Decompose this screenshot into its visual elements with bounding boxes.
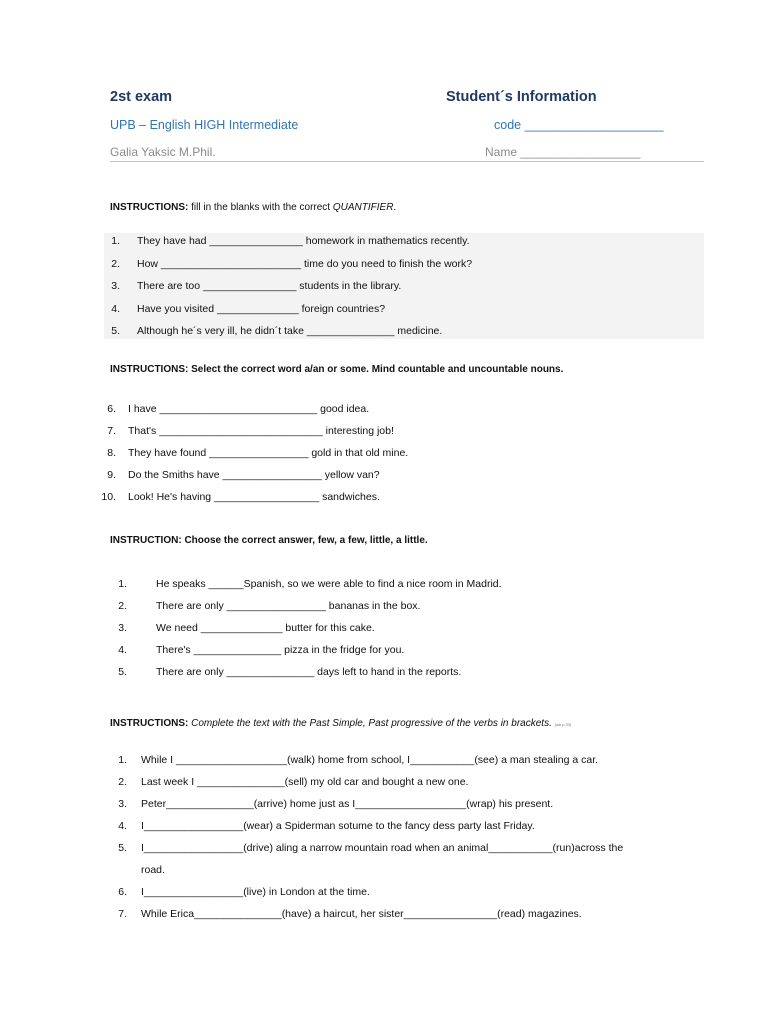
- item-number: 3.: [111, 280, 120, 292]
- item-number: 5.: [118, 842, 127, 854]
- item-text: We need ______________ butter for this cake.: [156, 622, 375, 634]
- item-text: They have found _________________ gold in that old mine.: [128, 447, 409, 459]
- item-text: I_________________(drive) aling a narrow mountain road when an animal___________(run)across the: [141, 842, 624, 854]
- item-text: There are too ________________ students in the library.: [137, 280, 402, 292]
- item-text: While Erica_______________(have) a haircut, her sister________________(read) magazines.: [141, 908, 582, 920]
- item-text: That's ____________________________ interesting job!: [128, 425, 394, 437]
- item-number: 2.: [111, 258, 120, 270]
- item-text: Do the Smiths have _________________ yellow van?: [128, 469, 380, 481]
- section4-instructions: [110, 718, 571, 729]
- item-text: Peter_______________(arrive) home just as I___________________(wrap) his present.: [141, 798, 554, 810]
- section1-instr-end: .: [393, 202, 397, 213]
- header-divider: [110, 161, 704, 162]
- code-field: code ____________________: [494, 118, 664, 132]
- section2-instructions: INSTRUCTIONS: Select the correct word a/an or some. Mind countable and uncountable nouns.: [110, 364, 564, 375]
- item-text: He speaks ______Spanish, so we were able to find a nice room in Madrid.: [156, 578, 502, 590]
- section1-instructions: [110, 202, 396, 213]
- item-number: 9.: [107, 469, 116, 481]
- item-number: 4.: [118, 644, 127, 656]
- item-text: There are only _______________ days left to hand in the reports.: [156, 666, 462, 678]
- item-text: Although he´s very ill, he didn´t take _______________ medicine.: [137, 325, 443, 337]
- section1-instr-bold: INSTRUCTIONS:: [110, 202, 189, 213]
- item-number: 2.: [118, 776, 127, 788]
- item-number: 1.: [111, 235, 120, 247]
- teacher-name: Galia Yaksic M.Phil.: [110, 145, 216, 159]
- section4-instr-bold: INSTRUCTIONS:: [110, 718, 189, 729]
- item-text: I have ___________________________ good idea.: [128, 403, 370, 415]
- course-name: UPB – English HIGH Intermediate: [110, 118, 299, 132]
- item-number: 3.: [118, 798, 127, 810]
- item-number: 1.: [118, 578, 127, 590]
- item-text: Last week I _______________(sell) my old car and bought a new one.: [141, 776, 469, 788]
- section4-instr-italic: Complete the text with the Past Simple, Past progressive of the verbs in brackets.: [188, 718, 552, 729]
- item-number: 4.: [111, 303, 120, 315]
- student-info-title: Student´s Information: [446, 89, 597, 105]
- item-text: Have you visited ______________ foreign countries?: [137, 303, 386, 315]
- item-number: 7.: [118, 908, 127, 920]
- item-text: They have had ________________ homework in mathematics recently.: [137, 235, 470, 247]
- item-number: 5.: [118, 666, 127, 678]
- item-text: How ________________________ time do you need to finish the work?: [137, 258, 473, 270]
- item-number: 8.: [107, 447, 116, 459]
- item-number: 2.: [118, 600, 127, 612]
- item-text: Look! He's having __________________ sandwiches.: [128, 491, 380, 503]
- item-text: While I ___________________(walk) home from school, I___________(see) a man stealing a car.: [141, 754, 599, 766]
- section3-instr-bold: INSTRUCTION:: [110, 535, 182, 546]
- item-number: 6.: [118, 886, 127, 898]
- section3-instructions: [110, 535, 428, 546]
- section1-instr-italic: QUANTIFIER: [332, 202, 394, 213]
- item-number: 1.: [118, 754, 127, 766]
- item-text: I_________________(live) in London at the time.: [141, 886, 370, 898]
- item-text: There's _______________ pizza in the fridge for you.: [156, 644, 405, 656]
- item-number: 7.: [107, 425, 116, 437]
- item-number: 6.: [107, 403, 116, 415]
- name-field: Name __________________: [485, 145, 641, 159]
- item-number: 5.: [111, 325, 120, 337]
- section1-instr-text: fill in the blanks with the correct: [188, 202, 333, 213]
- item-number: 3.: [118, 622, 127, 634]
- item-text: There are only _________________ bananas in the box.: [156, 600, 421, 612]
- section3-instr-text: Choose the correct answer, few, a few, little, a little.: [181, 535, 428, 546]
- workbook-reference: (wb p.33): [554, 722, 572, 727]
- item-number: 4.: [118, 820, 127, 832]
- item-text: road.: [141, 864, 165, 876]
- item-text: I_________________(wear) a Spiderman sotume to the fancy dess party last Friday.: [141, 820, 535, 832]
- exam-title: 2st exam: [110, 89, 173, 105]
- item-number: 10.: [101, 491, 116, 503]
